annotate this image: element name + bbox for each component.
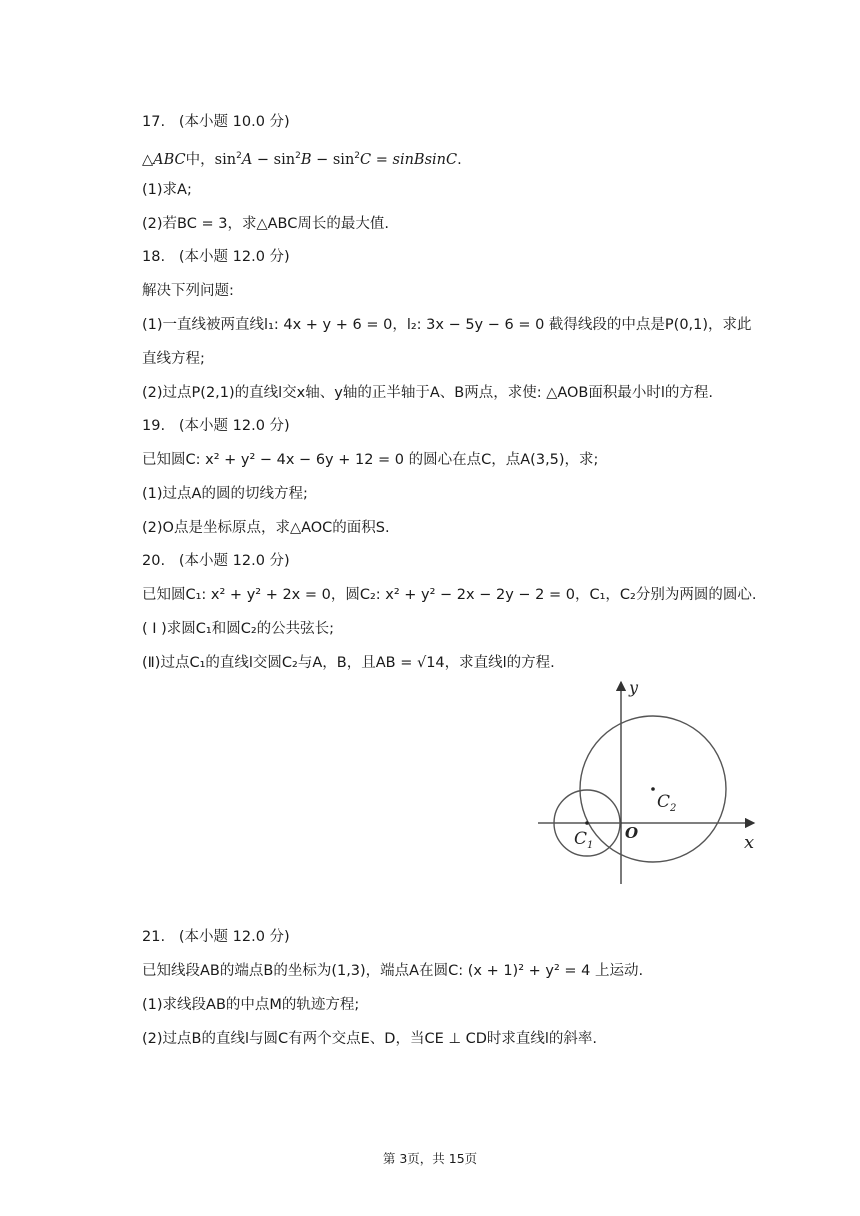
axis-x-label: x: [744, 832, 755, 853]
center-c1-point: [585, 821, 589, 825]
page-footer: 第 3页，共 15页: [382, 1151, 478, 1166]
center1-subscript: 1: [587, 840, 594, 851]
center2-label: $C_2$: [657, 792, 677, 814]
problem-19-header: 19. (本小题 12.0 分): [142, 418, 290, 434]
center-c2-point: [651, 787, 655, 791]
problem-20-statement: 已知圆C₁: x² + y² + 2x = 0，圆C₂: x² + y² − 2x − 2y − 2 = 0，C₁，C₂分别为两圆的圆心.: [142, 587, 757, 603]
problem-19-part1: (1)过点A的圆的切线方程;: [142, 486, 308, 502]
problem-18-part2: (2)过点P(2,1)的直线l交x轴、y轴的正半轴于A、B两点，求使: △AOB面积最小时l的方程.: [142, 385, 714, 401]
center2-subscript: 2: [670, 803, 677, 814]
problem-18-intro: 解决下列问题:: [142, 283, 234, 299]
problem-20-part1: ( I )求圆C₁和圆C₂的公共弦长;: [142, 621, 335, 637]
center1-label: $C_1$: [574, 829, 594, 851]
axis-y-label: y: [629, 678, 639, 697]
origin-label: O: [625, 824, 639, 842]
circles-figure: [532, 676, 772, 896]
problem-19-part2: (2)O点是坐标原点，求△AOC的面积S.: [142, 520, 390, 536]
problem-17-header: 17. (本小题 10.0 分): [142, 114, 290, 130]
problem-21-part2: (2)过点B的直线l与圆C有两个交点E、D，当CE ⊥ CD时求直线l的斜率.: [142, 1031, 598, 1047]
problem-21-header: 21. (本小题 12.0 分): [142, 929, 290, 945]
problem-20-header: 20. (本小题 12.0 分): [142, 553, 290, 569]
problem-17-part2: (2)若BC = 3，求△ABC周长的最大值.: [142, 216, 389, 232]
problem-19-statement: 已知圆C: x² + y² − 4x − 6y + 12 = 0 的圆心在点C，点A(3,5)，求;: [142, 452, 599, 468]
problem-18-part1-cont: 直线方程;: [142, 351, 205, 367]
problem-21-part1: (1)求线段AB的中点M的轨迹方程;: [142, 997, 360, 1013]
problem-18-part1: (1)一直线被两直线l₁: 4x + y + 6 = 0，l₂: 3x − 5y − 6 = 0 截得线段的中点是P(0,1)，求此: [142, 317, 752, 333]
problem-20-part2: (Ⅱ)过点C₁的直线l交圆C₂与A，B，且AB = √14，求直线l的方程.: [142, 655, 555, 671]
problem-21-statement: 已知线段AB的端点B的坐标为(1,3)，端点A在圆C: (x + 1)² + y² = 4 上运动.: [142, 963, 644, 979]
problem-18-header: 18. (本小题 12.0 分): [142, 249, 290, 265]
problem-17-statement: △ABC中，$\sin^2A - \sin^2B - \sin^2C$ = sinBsinC.: [142, 151, 462, 168]
problem-17-part1: (1)求A;: [142, 182, 192, 198]
